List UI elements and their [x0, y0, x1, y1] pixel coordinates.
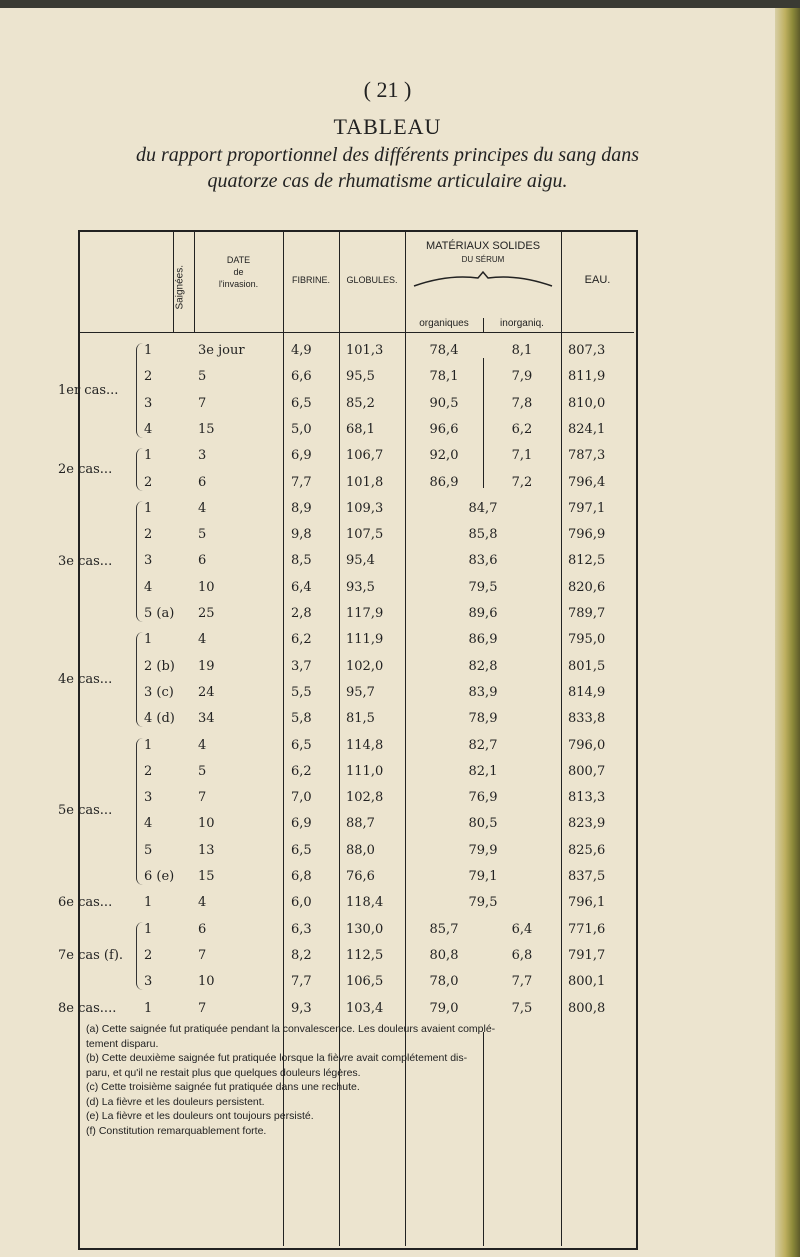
- footnote: (b) Cette deuxième saignée fut pratiquée lorsque la fièvre avait complétement dis-: [86, 1052, 468, 1064]
- globules-value: 95,7: [346, 684, 375, 700]
- eau-value: 800,7: [568, 763, 606, 779]
- saignee-number: 2 (b): [144, 658, 175, 674]
- saignee-number: 2: [144, 763, 153, 779]
- header-globules: GLOBULES.: [346, 275, 398, 285]
- fibrine-value: 6,6: [291, 369, 312, 385]
- globules-value: 85,2: [346, 395, 375, 411]
- globules-value: 118,4: [346, 895, 384, 911]
- eau-value: 796,4: [568, 474, 606, 490]
- footnote: (f) Constitution remarquablement forte.: [86, 1124, 267, 1137]
- globules-value: 76,6: [346, 869, 375, 884]
- footnote: tement disparu.: [86, 1037, 159, 1050]
- eau-value: 791,7: [568, 947, 606, 963]
- brace-icon: [136, 738, 143, 886]
- case-label: 1er cas...: [58, 382, 119, 398]
- header-brace-icon: [408, 270, 558, 290]
- eau-value: 800,8: [568, 1000, 606, 1016]
- date-value: 7: [198, 395, 207, 411]
- globules-value: 95,5: [346, 369, 375, 385]
- page-number: ( 21 ): [363, 77, 412, 102]
- eau-value: 787,3: [568, 448, 606, 464]
- date-value: 6: [198, 921, 207, 937]
- solides-total-value: 83,6: [468, 553, 498, 569]
- solides-total-value: 82,1: [468, 763, 498, 779]
- brace-icon: [136, 922, 143, 991]
- date-value: 10: [198, 816, 215, 832]
- globules-value: 103,4: [346, 1000, 384, 1016]
- header-fibrine: FIBRINE.: [291, 275, 330, 285]
- globules-value: 111,9: [346, 632, 384, 648]
- eau-value: 811,9: [568, 369, 606, 385]
- fibrine-value: 9,3: [291, 1000, 312, 1016]
- page-title: TABLEAU: [333, 114, 442, 139]
- case-label: 8e cas....: [58, 1000, 117, 1016]
- solides-total-value: 85,8: [468, 527, 498, 543]
- case-label: 2e cas...: [58, 461, 113, 477]
- saignee-number: 4: [144, 816, 153, 832]
- saignee-number: 1: [144, 500, 153, 516]
- case-label: 6e cas...: [58, 895, 113, 911]
- eau-value: 823,9: [568, 816, 606, 832]
- date-value: 4: [198, 500, 207, 516]
- date-value: 6: [198, 474, 207, 490]
- saignee-number: 1: [144, 921, 153, 937]
- solides-total-value: 80,5: [468, 816, 498, 832]
- solides-total-value: 82,8: [468, 658, 498, 674]
- header-date: DATE de l'invasion.: [218, 255, 259, 289]
- saignee-number: 3 (c): [144, 684, 174, 700]
- solides-total-value: 78,9: [468, 711, 498, 727]
- saignee-number: 4: [144, 579, 153, 595]
- footnote: (a) Cette saignée fut pratiquée pendant la convalescence. Les douleurs avaient complé-: [86, 1023, 496, 1035]
- eau-value: 814,9: [568, 684, 606, 700]
- globules-value: 130,0: [346, 921, 384, 937]
- eau-value: 800,1: [568, 974, 606, 990]
- header-eau: EAU.: [584, 274, 611, 286]
- eau-value: 801,5: [568, 658, 606, 674]
- fibrine-value: 4,9: [291, 343, 312, 358]
- date-value: 13: [198, 842, 215, 858]
- footnote: paru, et qu'il ne restait plus que quelques douleurs légères.: [86, 1066, 361, 1079]
- globules-value: 117,9: [346, 606, 384, 621]
- solides-total-value: 79,9: [468, 842, 498, 858]
- date-value: 4: [198, 895, 207, 911]
- fibrine-value: 7,7: [291, 474, 312, 490]
- eau-value: 833,8: [568, 711, 606, 727]
- saignee-number: 1: [144, 737, 153, 753]
- fibrine-value: 7,0: [291, 790, 312, 806]
- fibrine-value: 6,9: [291, 448, 312, 464]
- solides-total-value: 79,5: [468, 579, 498, 595]
- fibrine-value: 5,5: [291, 684, 312, 700]
- eau-value: 825,6: [568, 842, 606, 858]
- globules-value: 68,1: [346, 421, 375, 437]
- organiques-value: 90,5: [429, 395, 459, 411]
- globules-value: 101,8: [346, 474, 384, 490]
- fibrine-value: 6,0: [291, 895, 312, 911]
- globules-value: 95,4: [346, 553, 375, 569]
- subtitle-line-1: du rapport proportionnel des différents principes du sang dans: [136, 144, 639, 166]
- fibrine-value: 7,7: [291, 974, 312, 990]
- solides-total-value: 83,9: [468, 684, 498, 700]
- fibrine-value: 6,9: [291, 816, 312, 832]
- fibrine-value: 6,5: [291, 737, 312, 753]
- fibrine-value: 8,5: [291, 553, 312, 569]
- header-du-serum: DU SÉRUM: [461, 255, 505, 264]
- globules-value: 107,5: [346, 527, 384, 543]
- solides-total-value: 76,9: [468, 790, 498, 806]
- saignee-number: 3: [144, 553, 153, 569]
- header-materiaux: MATÉRIAUX SOLIDES: [425, 240, 541, 252]
- inorganiques-value: 7,7: [511, 974, 533, 990]
- eau-value: 807,3: [568, 343, 606, 358]
- header-rule: [78, 332, 634, 333]
- eau-value: 837,5: [568, 869, 606, 884]
- fibrine-value: 8,9: [291, 500, 312, 516]
- saignee-number: 3: [144, 974, 153, 990]
- eau-value: 813,3: [568, 790, 606, 806]
- brace-icon: [136, 632, 143, 727]
- globules-value: 88,7: [346, 816, 375, 832]
- date-value: 7: [198, 1000, 207, 1016]
- organiques-value: 92,0: [429, 448, 459, 464]
- saignee-number: 3: [144, 790, 153, 806]
- eau-value: 795,0: [568, 632, 606, 648]
- date-value: 34: [198, 711, 215, 727]
- organiques-value: 80,8: [429, 947, 459, 963]
- fibrine-value: 6,2: [291, 632, 312, 648]
- subtitle-line-2: quatorze cas de rhumatisme articulaire aigu.: [207, 170, 568, 192]
- brace-icon: [136, 343, 143, 438]
- brace-icon: [136, 448, 143, 491]
- organiques-value: 85,7: [429, 921, 459, 937]
- saignee-number: 5: [144, 842, 153, 858]
- saignee-number: 1: [144, 895, 153, 911]
- saignee-number: 2: [144, 369, 153, 385]
- fibrine-value: 9,8: [291, 527, 312, 543]
- footnote: (d) La fièvre et les douleurs persistent.: [86, 1095, 265, 1108]
- fibrine-value: 5,8: [291, 711, 312, 727]
- footnote: (c) Cette troisième saignée fut pratiquée dans une rechute.: [86, 1081, 360, 1093]
- date-value: 7: [198, 790, 207, 806]
- fibrine-value: 6,2: [291, 763, 312, 779]
- inorganiques-value: 8,1: [511, 343, 533, 358]
- fibrine-value: 6,3: [291, 921, 312, 937]
- saignee-number: 4 (d): [144, 711, 175, 727]
- inorganiques-value: 6,8: [511, 947, 533, 963]
- solides-total-value: 86,9: [468, 632, 498, 648]
- date-value: 4: [198, 632, 207, 648]
- date-value: 5: [198, 369, 207, 385]
- date-value: 19: [198, 658, 215, 674]
- fibrine-value: 8,2: [291, 947, 312, 963]
- case-label: 3e cas...: [58, 553, 113, 569]
- saignee-number: 1: [144, 1000, 153, 1016]
- eau-value: 797,1: [568, 500, 606, 516]
- eau-value: 771,6: [568, 921, 606, 937]
- globules-value: 101,3: [346, 343, 384, 358]
- solides-total-value: 79,1: [468, 869, 498, 884]
- saignee-number: 2: [144, 527, 153, 543]
- saignee-number: 1: [144, 632, 153, 648]
- page-top-edge: [0, 0, 800, 8]
- date-value: 3e jour: [198, 343, 245, 358]
- saignee-number: 6 (e): [144, 869, 175, 884]
- case-label: 4e cas...: [58, 671, 113, 687]
- solides-total-value: 89,6: [468, 606, 498, 621]
- inorganiques-value: 7,8: [511, 395, 533, 411]
- saignee-number: 2: [144, 474, 153, 490]
- organiques-value: 78,4: [429, 343, 459, 358]
- footnotes: [86, 1022, 634, 1138]
- date-value: 24: [198, 684, 215, 700]
- globules-value: 88,0: [346, 842, 375, 858]
- date-value: 5: [198, 763, 207, 779]
- case-label: 5e cas...: [58, 803, 113, 819]
- header-organiques: organiques: [419, 318, 469, 329]
- inorganiques-value: 7,9: [511, 369, 533, 385]
- brace-icon: [136, 501, 143, 623]
- inorganiques-value: 7,5: [511, 1000, 533, 1016]
- fibrine-value: 3,7: [291, 658, 312, 674]
- eau-value: 796,9: [568, 527, 606, 543]
- organiques-value: 79,0: [429, 1000, 459, 1016]
- date-value: 3: [198, 448, 207, 464]
- saignee-number: 1: [144, 448, 153, 464]
- date-value: 10: [198, 974, 215, 990]
- fibrine-value: 6,8: [291, 869, 312, 884]
- saignee-number: 3: [144, 395, 153, 411]
- globules-value: 111,0: [346, 763, 384, 779]
- solides-total-value: 82,7: [468, 737, 498, 753]
- fibrine-value: 6,5: [291, 395, 312, 411]
- globules-value: 102,0: [346, 658, 384, 674]
- saignee-number: 2: [144, 947, 153, 963]
- globules-value: 106,7: [346, 448, 384, 464]
- date-value: 5: [198, 527, 207, 543]
- eau-value: 810,0: [568, 395, 606, 411]
- organiques-value: 96,6: [429, 421, 459, 437]
- header-inorganiques: inorganiq.: [500, 318, 544, 329]
- date-value: 7: [198, 947, 207, 963]
- eau-value: 824,1: [568, 421, 606, 437]
- globules-value: 102,8: [346, 790, 384, 806]
- eau-value: 812,5: [568, 553, 606, 569]
- saignee-number: 5 (a): [144, 606, 175, 621]
- saignee-number: 4: [144, 421, 153, 437]
- organiques-value: 78,0: [429, 974, 459, 990]
- inorganiques-value: 7,2: [511, 474, 533, 490]
- fibrine-value: 5,0: [291, 421, 312, 437]
- date-value: 15: [198, 421, 215, 437]
- inorganiques-value: 6,4: [511, 921, 533, 937]
- organiques-value: 86,9: [429, 474, 459, 490]
- date-value: 25: [198, 606, 215, 621]
- page-edge: [775, 0, 800, 1257]
- date-value: 15: [198, 869, 215, 884]
- organiques-value: 78,1: [429, 369, 459, 385]
- eau-value: 820,6: [568, 579, 606, 595]
- globules-value: 106,5: [346, 974, 384, 990]
- globules-value: 109,3: [346, 500, 384, 516]
- saignee-number: 1: [144, 343, 153, 358]
- solides-total-value: 84,7: [468, 500, 498, 516]
- eau-value: 796,1: [568, 895, 606, 911]
- header-saignees: Saignées.: [174, 265, 186, 310]
- globules-value: 112,5: [346, 947, 384, 963]
- globules-value: 114,8: [346, 737, 384, 753]
- case-label: 7e cas (f).: [58, 948, 124, 964]
- fibrine-value: 2,8: [291, 606, 312, 621]
- date-value: 6: [198, 553, 207, 569]
- globules-value: 81,5: [346, 711, 375, 727]
- eau-value: 789,7: [568, 606, 606, 621]
- date-value: 10: [198, 579, 215, 595]
- date-value: 4: [198, 737, 207, 753]
- solides-total-value: 79,5: [468, 895, 498, 911]
- inorganiques-value: 6,2: [511, 421, 533, 437]
- inorganiques-value: 7,1: [511, 448, 533, 464]
- eau-value: 796,0: [568, 737, 606, 753]
- globules-value: 93,5: [346, 579, 375, 595]
- fibrine-value: 6,5: [291, 842, 312, 858]
- fibrine-value: 6,4: [291, 579, 312, 595]
- footnote: (e) La fièvre et les douleurs ont toujours persisté.: [86, 1110, 314, 1122]
